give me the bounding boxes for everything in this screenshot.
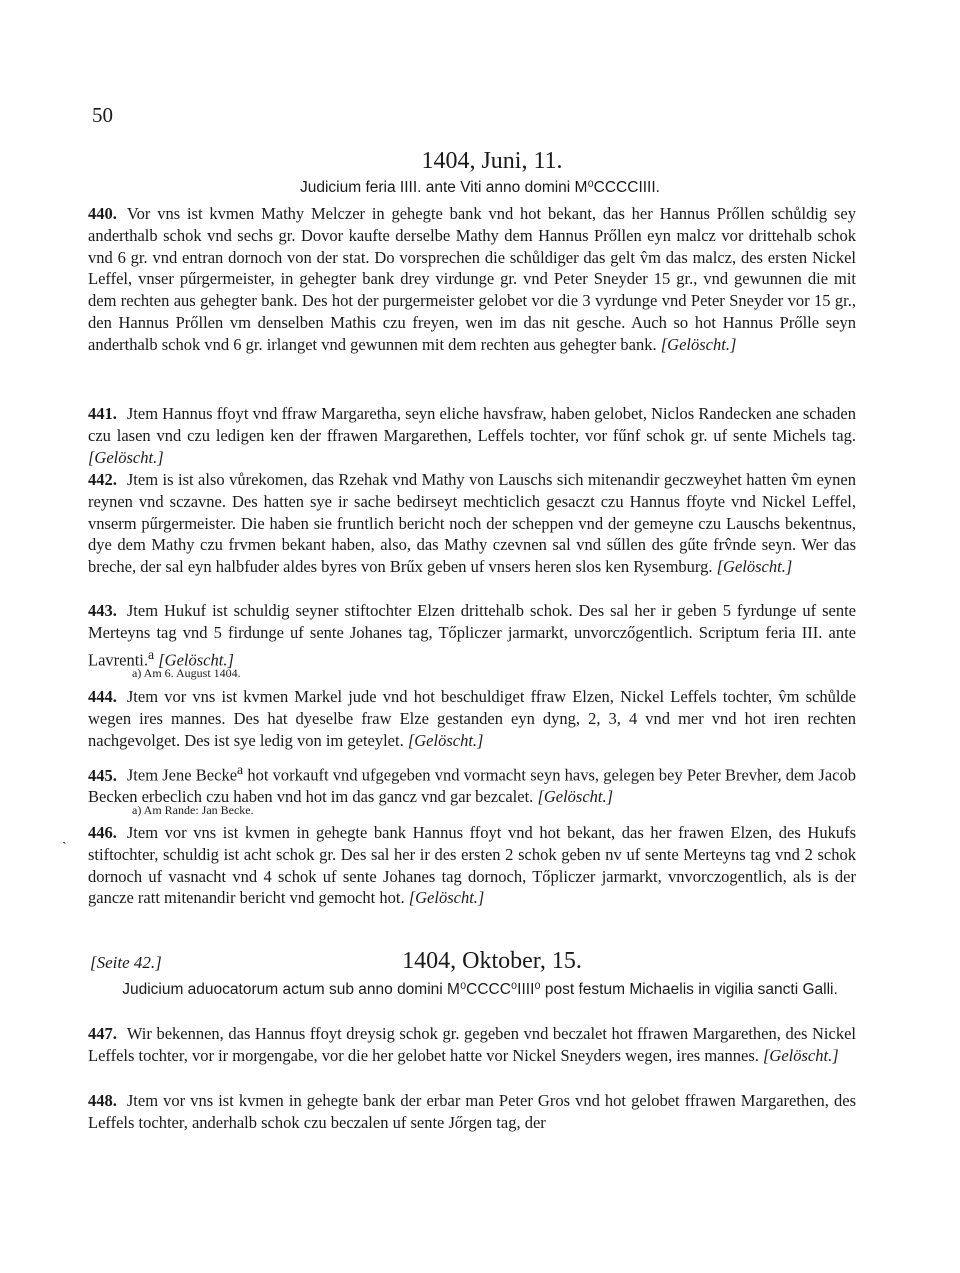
entry-number: 440. bbox=[88, 204, 117, 223]
entry-text: Vor vns ist kvmen Mathy Melczer in gehegte bank vnd hot bekant, das her Hannus Prőllen schůldig sey anderthalb schok vnd sechs gr. Dovor kaufte derselbe Mathy dem Hannus Prőllen eyn malcz vor drittehalb schok vnd 6 gr. vnd entran dornoch von der stat. Do vorsprechen die schůldiger das gelt v̂m das malcz, des ersten Nickel Leffel, vnser pűrgermeister, in gehegter bank drey virdunge gr. vnd Peter Sneyder 15 gr., vnd gewunnen die mit dem rechten aus gehegter bank. Des hot der purgermeister gelobet vor die 3 vyrdunge vnd Peter Sneyder vor 15 gr., den Hannus Prőllen vm denselben Mathis czu freyen, wen im das nit gesche. Auch so hot Hannus Prőlle seyn anderthalb schok vnd 6 gr. irlanget vnd gewunnen mit dem rechten aus gehegter bank. bbox=[88, 204, 856, 354]
entry-number: 446. bbox=[88, 823, 117, 842]
entry-number: 442. bbox=[88, 470, 117, 489]
entry-445 bbox=[88, 759, 856, 808]
deleted-mark: [Gelöscht.] bbox=[407, 730, 484, 750]
entry-440 bbox=[88, 203, 856, 356]
entry-number: 445. bbox=[88, 765, 117, 785]
footnote-443: a) Am 6. August 1404. bbox=[132, 666, 241, 680]
entry-text: Wir bekennen, das Hannus ffoyt dreysig schok gr. gegeben vnd beczalet hot ffrawen Margarethen, des Nickel Leffels tochter, vor ir morgengabe, vor die her gelobet hatte vor Nickel Sneyders wegen, ires mannes. bbox=[88, 1024, 856, 1065]
deleted-mark: [Gelöscht.] bbox=[408, 888, 485, 908]
entry-number: 447. bbox=[88, 1024, 117, 1043]
entry-447 bbox=[88, 1023, 856, 1067]
entry-443 bbox=[88, 600, 856, 671]
entry-number: 448. bbox=[88, 1091, 117, 1110]
entry-text: Jtem vor vns ist kvmen in gehegte bank der erbar man Peter Gros vnd hot gelobet ffrawen Margarethen, des Leffels tochter, anderhalb schok czu beczalen uf sente Jőrgen tag, der bbox=[88, 1091, 856, 1132]
footnote-445: a) Am Rande: Jan Becke. bbox=[132, 803, 254, 817]
section-subheading: Judicium feria IIII. ante Viti anno domini M⁰CCCCIIII. bbox=[300, 179, 660, 196]
margin-hook-mark: ˏ bbox=[62, 830, 67, 845]
deleted-mark: [Gelöscht.] bbox=[716, 557, 793, 577]
deleted-mark: [Gelöscht.] bbox=[537, 787, 614, 807]
entry-text: Jtem is ist also vůrekomen, das Rzehak vnd Mathy von Lauschs sich mitenandir geczweyhet hatten v̂m eynen reynen vnd sczavne. Des hatten sye ir sache bedirseyt mechticlich gesaczt czu Hannus ffoyte vnd Nickel Leffel, vnserm pűrgermeister. Die haben sie fruntlich bericht noch der scheppen vnd der gemeyne czu Lauschs bekentnus, dye dem Mathy czu frvmen bekant haben, also, das Mathy czevnen sal vnd sűllen des gűte frv̂nde seyn. Wer das breche, der sal eyn halbfuder aldes byres von Brűx geben uf vnsers heren slos ken Rysemburg. bbox=[88, 470, 856, 577]
footnote-marker: a bbox=[237, 762, 244, 777]
footnote-marker: a bbox=[148, 646, 155, 662]
entry-441 bbox=[88, 403, 856, 468]
seite-reference: [Seite 42.] bbox=[90, 953, 162, 972]
section-heading: 1404, Juni, 11. bbox=[421, 148, 563, 174]
page-number: 50 bbox=[92, 103, 113, 127]
section-heading: 1404, Oktober, 15. bbox=[402, 948, 582, 974]
deleted-mark: [Gelöscht.] bbox=[660, 334, 737, 354]
deleted-mark: [Gelöscht.] bbox=[763, 1045, 839, 1065]
entry-444 bbox=[88, 686, 856, 751]
entry-text: Jtem Hannus ffoyt vnd ffraw Margaretha, seyn eliche havsfraw, haben gelobet, Niclos Randecken ane schaden czu lasen vnd czu ledigen ken der ffrawen Margarethen, Leffels tochter, vor fűnf schok gr. uf sente Michels tag. bbox=[88, 404, 856, 445]
deleted-mark: [Gelöscht.] bbox=[158, 650, 234, 670]
entry-446 bbox=[88, 822, 856, 909]
entry-number: 444. bbox=[88, 687, 117, 706]
entry-text: hot vorkauft vnd ufgegeben vnd vormacht seyn havs, gelegen bey Peter Brevher, dem Jacob Becken erbeclich czu haben vnd hot im das gancz vnd gar bezcalet. bbox=[88, 765, 856, 807]
entry-448 bbox=[88, 1090, 856, 1134]
deleted-mark: [Gelöscht.] bbox=[88, 447, 164, 467]
entry-442 bbox=[88, 469, 856, 578]
entry-text: Jtem Hukuf ist schuldig seyner stiftochter Elzen drittehalb schok. Des sal her ir geben 5 fyrdunge uf sente Merteyns tag vnd 5 firdunge uf sente Johanes tag, Tőpliczer jarmarkt, unvorczőgentlich. Scriptum feria III. ante Lavrenti. bbox=[88, 601, 856, 670]
entry-text-before: Jtem Jene Becke bbox=[126, 765, 238, 785]
entry-text: Jtem vor vns ist kvmen in gehegte bank Hannus ffoyt vnd hot bekant, das her frawen Elzen, des Hukufs stiftochter, schuldig ist acht schok gr. Des sal her ir des ersten 2 schok geben nv uf sente Merteyns tag vnd 2 schok dornoch uf vasnacht vnd 4 schok uf sente Johanes tag dornoch, Tőpliczer jarmarkt, vnvorczogentlich, als is der gancze ratt mitenandir bericht vnd gemocht hot. bbox=[88, 823, 856, 908]
entry-number: 441. bbox=[88, 404, 117, 423]
entry-text: Jtem vor vns ist kvmen Markel jude vnd hot beschuldiget ffraw Elzen, Nickel Leffels tochter, v̂m schůlde wegen ires mannes. Des hat dyeselbe fraw Elze gestanden eyn dyng, 2, 3, 4 vnd mer vnd hot iren rechten nachgevolget. Des ist sye ledig von im geteylet. bbox=[88, 687, 856, 750]
entry-number: 443. bbox=[88, 601, 117, 620]
section-subheading: Judicium aduocatorum actum sub anno domini M⁰CCCC⁰IIII⁰ post festum Michaelis in vigilia sancti Galli. bbox=[122, 981, 838, 998]
